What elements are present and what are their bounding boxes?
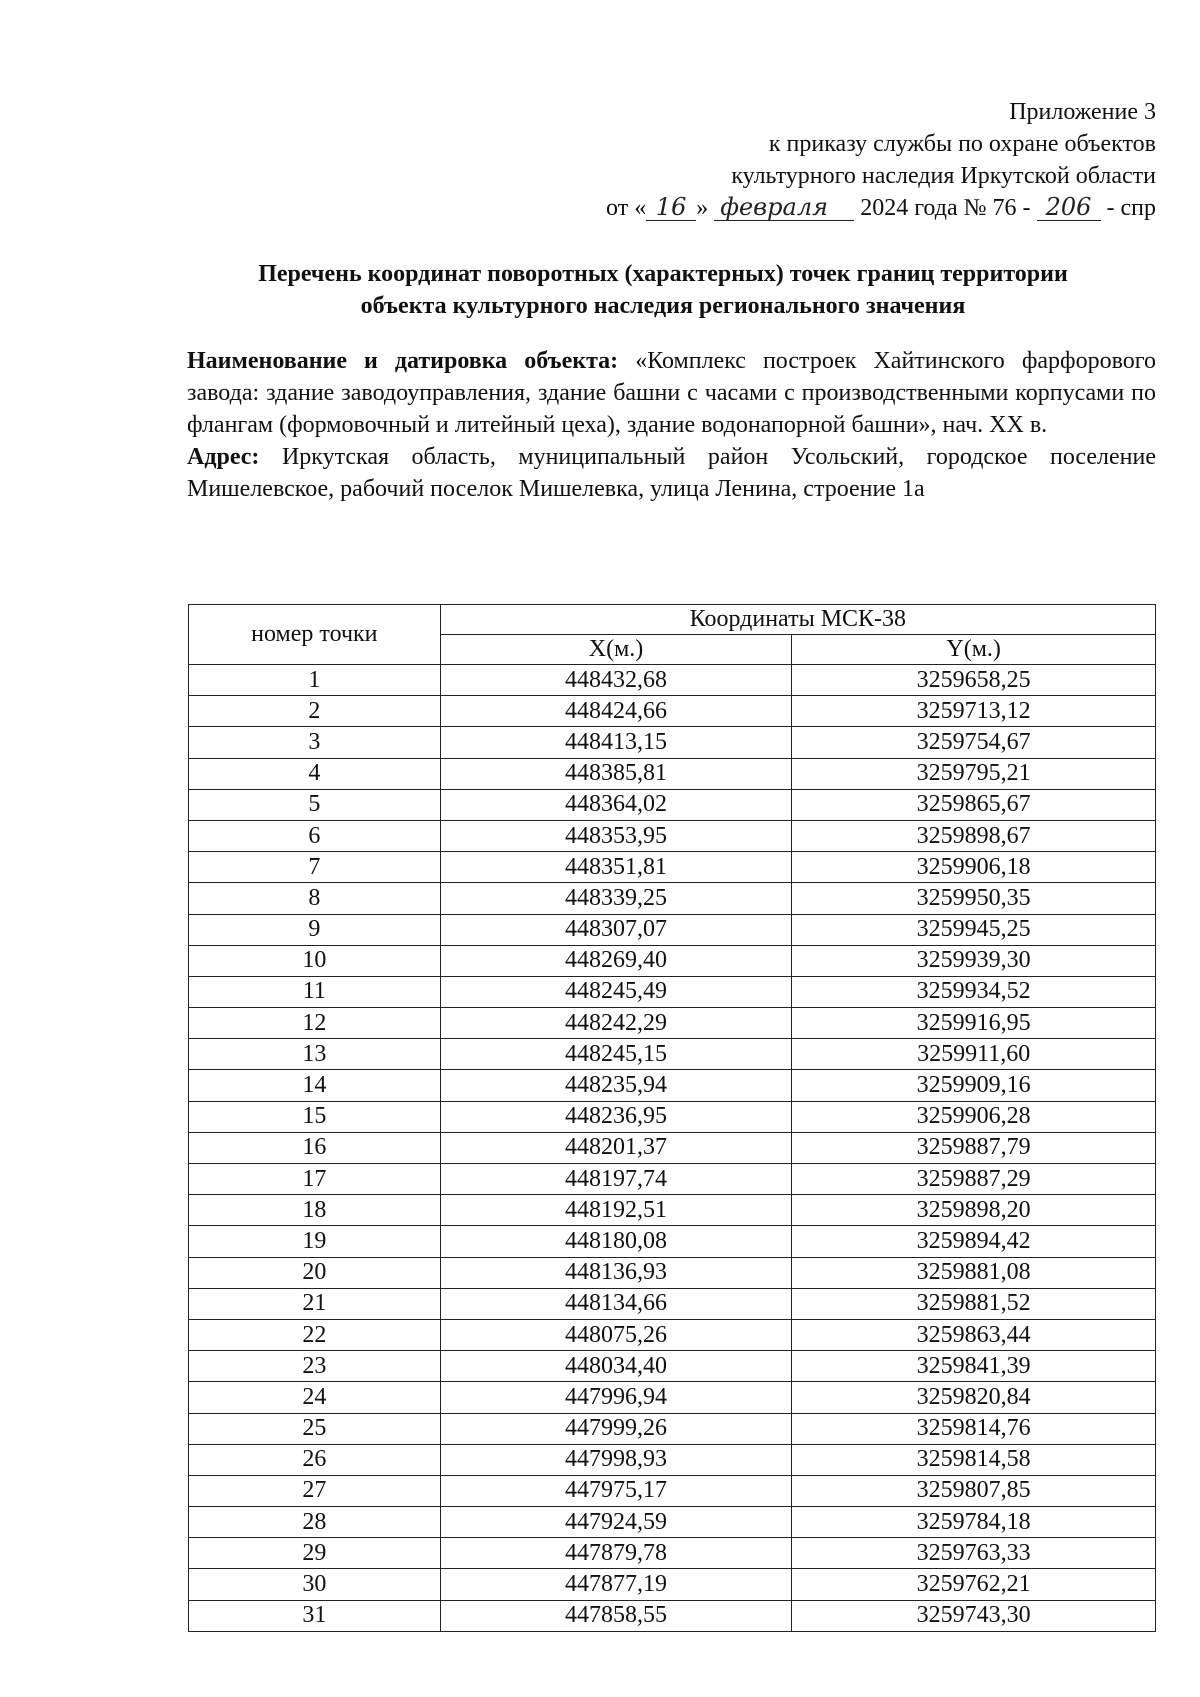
point-number-cell: 21 bbox=[189, 1288, 441, 1319]
handwritten-order-number: 206 bbox=[1037, 194, 1101, 221]
coordinates-table-body bbox=[189, 665, 1156, 1632]
x-coordinate-cell: 448236,95 bbox=[440, 1101, 792, 1132]
object-address-label: Адрес: bbox=[187, 444, 260, 470]
header-y: Y(м.) bbox=[792, 635, 1156, 665]
title-line-2: объекта культурного наследия регионального значения bbox=[360, 293, 966, 319]
y-coordinate-cell: 3259713,12 bbox=[792, 696, 1156, 727]
table-row bbox=[189, 1039, 1156, 1070]
y-coordinate-cell: 3259911,60 bbox=[792, 1039, 1156, 1070]
object-name-value: «Комплекс построек Хайтинского фарфорового завода: здание заводоуправления, здание башни с часами с производственными корпусами по флангам (формовочный и литейный цеха), здание водонапорной башни», нач. XX в. bbox=[187, 348, 1156, 438]
y-coordinate-cell: 3259887,79 bbox=[792, 1132, 1156, 1163]
y-coordinate-cell: 3259945,25 bbox=[792, 914, 1156, 945]
point-number-cell: 17 bbox=[189, 1164, 441, 1195]
x-coordinate-cell: 448245,15 bbox=[440, 1039, 792, 1070]
point-number-cell: 24 bbox=[189, 1382, 441, 1413]
appendix-number: Приложение 3 bbox=[1009, 99, 1156, 125]
object-description bbox=[187, 345, 1156, 505]
x-coordinate-cell: 448192,51 bbox=[440, 1195, 792, 1226]
table-row bbox=[189, 1600, 1156, 1631]
table-row bbox=[189, 883, 1156, 914]
table-row bbox=[189, 1132, 1156, 1163]
x-coordinate-cell: 448034,40 bbox=[440, 1351, 792, 1382]
x-coordinate-cell: 448136,93 bbox=[440, 1257, 792, 1288]
y-coordinate-cell: 3259841,39 bbox=[792, 1351, 1156, 1382]
y-coordinate-cell: 3259762,21 bbox=[792, 1569, 1156, 1600]
point-number-cell: 28 bbox=[189, 1507, 441, 1538]
table-row bbox=[189, 696, 1156, 727]
x-coordinate-cell: 448235,94 bbox=[440, 1070, 792, 1101]
table-row bbox=[189, 1288, 1156, 1319]
point-number-cell: 26 bbox=[189, 1444, 441, 1475]
x-coordinate-cell: 447999,26 bbox=[440, 1413, 792, 1444]
appendix-agency: культурного наследия Иркутской области bbox=[731, 163, 1156, 189]
point-number-cell: 3 bbox=[189, 727, 441, 758]
table-row bbox=[189, 758, 1156, 789]
table-row bbox=[189, 727, 1156, 758]
x-coordinate-cell: 448134,66 bbox=[440, 1288, 792, 1319]
coordinates-table bbox=[188, 604, 1156, 1632]
table-row bbox=[189, 1507, 1156, 1538]
table-row bbox=[189, 1195, 1156, 1226]
y-coordinate-cell: 3259763,33 bbox=[792, 1538, 1156, 1569]
y-coordinate-cell: 3259898,67 bbox=[792, 820, 1156, 851]
point-number-cell: 22 bbox=[189, 1319, 441, 1350]
x-coordinate-cell: 447879,78 bbox=[440, 1538, 792, 1569]
y-coordinate-cell: 3259754,67 bbox=[792, 727, 1156, 758]
x-coordinate-cell: 448245,49 bbox=[440, 976, 792, 1007]
x-coordinate-cell: 448413,15 bbox=[440, 727, 792, 758]
point-number-cell: 6 bbox=[189, 820, 441, 851]
y-coordinate-cell: 3259934,52 bbox=[792, 976, 1156, 1007]
point-number-cell: 20 bbox=[189, 1257, 441, 1288]
y-coordinate-cell: 3259950,35 bbox=[792, 883, 1156, 914]
point-number-cell: 27 bbox=[189, 1475, 441, 1506]
point-number-cell: 16 bbox=[189, 1132, 441, 1163]
handwritten-month: февраля bbox=[714, 194, 854, 221]
x-coordinate-cell: 448242,29 bbox=[440, 1008, 792, 1039]
point-number-cell: 19 bbox=[189, 1226, 441, 1257]
table-row bbox=[189, 1538, 1156, 1569]
table-row bbox=[189, 1164, 1156, 1195]
x-coordinate-cell: 447998,93 bbox=[440, 1444, 792, 1475]
table-row bbox=[189, 1226, 1156, 1257]
y-coordinate-cell: 3259881,52 bbox=[792, 1288, 1156, 1319]
table-row bbox=[189, 914, 1156, 945]
point-number-cell: 23 bbox=[189, 1351, 441, 1382]
table-row bbox=[189, 820, 1156, 851]
appendix-order-ref: к приказу службы по охране объектов bbox=[768, 131, 1156, 157]
y-coordinate-cell: 3259887,29 bbox=[792, 1164, 1156, 1195]
table-row bbox=[189, 1070, 1156, 1101]
x-coordinate-cell: 447924,59 bbox=[440, 1507, 792, 1538]
y-coordinate-cell: 3259865,67 bbox=[792, 789, 1156, 820]
point-number-cell: 15 bbox=[189, 1101, 441, 1132]
point-number-cell: 7 bbox=[189, 852, 441, 883]
date-prefix: от « bbox=[606, 195, 647, 221]
table-row bbox=[189, 1569, 1156, 1600]
table-row bbox=[189, 1413, 1156, 1444]
x-coordinate-cell: 447975,17 bbox=[440, 1475, 792, 1506]
y-coordinate-cell: 3259894,42 bbox=[792, 1226, 1156, 1257]
x-coordinate-cell: 448351,81 bbox=[440, 852, 792, 883]
point-number-cell: 8 bbox=[189, 883, 441, 914]
point-number-cell: 11 bbox=[189, 976, 441, 1007]
table-row bbox=[189, 1257, 1156, 1288]
point-number-cell: 18 bbox=[189, 1195, 441, 1226]
x-coordinate-cell: 447858,55 bbox=[440, 1600, 792, 1631]
point-number-cell: 2 bbox=[189, 696, 441, 727]
point-number-cell: 1 bbox=[189, 665, 441, 696]
y-coordinate-cell: 3259795,21 bbox=[792, 758, 1156, 789]
table-row bbox=[189, 976, 1156, 1007]
table-row bbox=[189, 1444, 1156, 1475]
table-row bbox=[189, 852, 1156, 883]
x-coordinate-cell: 448075,26 bbox=[440, 1319, 792, 1350]
table-row bbox=[189, 665, 1156, 696]
point-number-cell: 25 bbox=[189, 1413, 441, 1444]
y-coordinate-cell: 3259906,18 bbox=[792, 852, 1156, 883]
table-row bbox=[189, 1475, 1156, 1506]
x-coordinate-cell: 448339,25 bbox=[440, 883, 792, 914]
appendix-header bbox=[500, 96, 1156, 224]
point-number-cell: 31 bbox=[189, 1600, 441, 1631]
document-title bbox=[170, 258, 1156, 322]
object-address-value: Иркутская область, муниципальный район Усольский, городское поселение Мишелевское, рабочий поселок Мишелевка, улица Ленина, строение 1а bbox=[187, 444, 1156, 502]
y-coordinate-cell: 3259909,16 bbox=[792, 1070, 1156, 1101]
object-address-paragraph bbox=[187, 441, 1156, 505]
table-row bbox=[189, 789, 1156, 820]
table-row bbox=[189, 1008, 1156, 1039]
table-row bbox=[189, 1351, 1156, 1382]
year-text: 2024 года № 76 - bbox=[860, 195, 1031, 221]
y-coordinate-cell: 3259814,58 bbox=[792, 1444, 1156, 1475]
object-name-paragraph bbox=[187, 345, 1156, 441]
point-number-cell: 30 bbox=[189, 1569, 441, 1600]
y-coordinate-cell: 3259814,76 bbox=[792, 1413, 1156, 1444]
x-coordinate-cell: 448197,74 bbox=[440, 1164, 792, 1195]
x-coordinate-cell: 447877,19 bbox=[440, 1569, 792, 1600]
x-coordinate-cell: 448385,81 bbox=[440, 758, 792, 789]
x-coordinate-cell: 448307,07 bbox=[440, 914, 792, 945]
y-coordinate-cell: 3259906,28 bbox=[792, 1101, 1156, 1132]
point-number-cell: 10 bbox=[189, 945, 441, 976]
y-coordinate-cell: 3259784,18 bbox=[792, 1507, 1156, 1538]
title-line-1: Перечень координат поворотных (характерных) точек границ территории bbox=[258, 261, 1068, 287]
header-point-number: номер точки bbox=[189, 605, 441, 665]
y-coordinate-cell: 3259916,95 bbox=[792, 1008, 1156, 1039]
point-number-cell: 9 bbox=[189, 914, 441, 945]
point-number-cell: 14 bbox=[189, 1070, 441, 1101]
x-coordinate-cell: 448180,08 bbox=[440, 1226, 792, 1257]
x-coordinate-cell: 448424,66 bbox=[440, 696, 792, 727]
point-number-cell: 5 bbox=[189, 789, 441, 820]
y-coordinate-cell: 3259863,44 bbox=[792, 1319, 1156, 1350]
table-row bbox=[189, 1101, 1156, 1132]
handwritten-day: 16 bbox=[646, 194, 696, 221]
table-row bbox=[189, 1382, 1156, 1413]
table-row bbox=[189, 945, 1156, 976]
point-number-cell: 4 bbox=[189, 758, 441, 789]
x-coordinate-cell: 448269,40 bbox=[440, 945, 792, 976]
appendix-date-line bbox=[500, 192, 1156, 224]
y-coordinate-cell: 3259820,84 bbox=[792, 1382, 1156, 1413]
y-coordinate-cell: 3259898,20 bbox=[792, 1195, 1156, 1226]
header-x: X(м.) bbox=[440, 635, 792, 665]
y-coordinate-cell: 3259658,25 bbox=[792, 665, 1156, 696]
y-coordinate-cell: 3259881,08 bbox=[792, 1257, 1156, 1288]
x-coordinate-cell: 448432,68 bbox=[440, 665, 792, 696]
point-number-cell: 29 bbox=[189, 1538, 441, 1569]
table-row bbox=[189, 1319, 1156, 1350]
point-number-cell: 12 bbox=[189, 1008, 441, 1039]
x-coordinate-cell: 448201,37 bbox=[440, 1132, 792, 1163]
y-coordinate-cell: 3259743,30 bbox=[792, 1600, 1156, 1631]
y-coordinate-cell: 3259939,30 bbox=[792, 945, 1156, 976]
header-coordinates-group: Координаты МСК-38 bbox=[440, 605, 1155, 635]
order-suffix: - спр bbox=[1106, 195, 1156, 221]
x-coordinate-cell: 448353,95 bbox=[440, 820, 792, 851]
point-number-cell: 13 bbox=[189, 1039, 441, 1070]
x-coordinate-cell: 447996,94 bbox=[440, 1382, 792, 1413]
y-coordinate-cell: 3259807,85 bbox=[792, 1475, 1156, 1506]
x-coordinate-cell: 448364,02 bbox=[440, 789, 792, 820]
date-quote-close: » bbox=[696, 195, 709, 221]
object-name-label: Наименование и датировка объекта: bbox=[187, 348, 619, 374]
